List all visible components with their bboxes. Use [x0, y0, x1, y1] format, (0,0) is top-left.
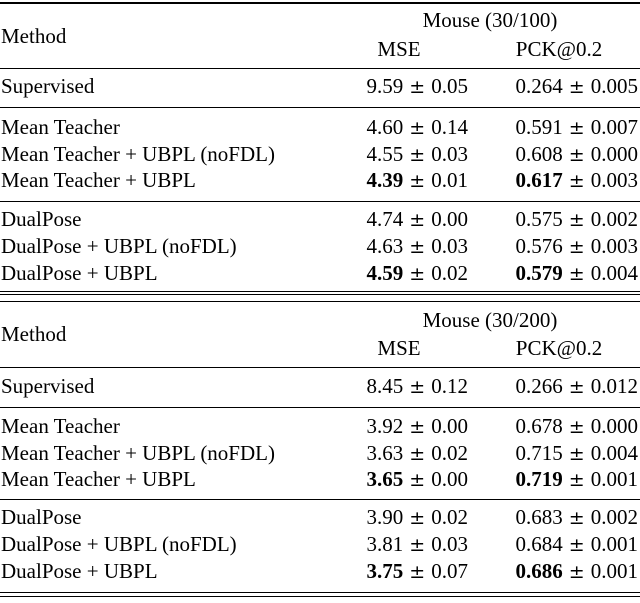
mse-cell-mean: 4.55 — [366, 142, 404, 166]
table2-bottom-rule-b — [0, 596, 640, 597]
table-row-method: Mean Teacher + UBPL (noFDL) — [1, 441, 275, 465]
pck-cell-std: 0.002 — [590, 505, 638, 529]
mse-cell — [330, 207, 468, 232]
pck-cell-mean: 0.579 — [515, 261, 563, 285]
table2-bottom-rule-a — [0, 592, 640, 593]
table2-method-header: Method — [1, 322, 67, 346]
pck-cell-mean: 0.719 — [515, 467, 563, 491]
table2-top-rule — [0, 301, 640, 302]
table1-top-rule — [0, 2, 640, 4]
mse-cell-std: 0.03 — [431, 234, 468, 258]
table-row-method: DualPose — [1, 505, 82, 529]
plus-minus-symbol: ± — [562, 170, 591, 192]
plus-minus-symbol: ± — [562, 416, 591, 438]
mse-cell-mean: 4.63 — [366, 234, 404, 258]
pck-cell-std: 0.001 — [590, 532, 638, 556]
table1-section-rule-2 — [0, 201, 640, 202]
table1-pck-header: PCK@0.2 — [515, 37, 603, 61]
mse-cell-std: 0.00 — [431, 467, 468, 491]
mse-cell — [330, 441, 468, 466]
mse-cell-std: 0.12 — [431, 374, 468, 398]
pck-cell — [480, 374, 638, 399]
plus-minus-symbol: ± — [562, 443, 591, 465]
mse-cell — [330, 414, 468, 439]
table-row-method: Mean Teacher + UBPL (noFDL) — [1, 142, 275, 166]
mse-cell — [330, 234, 468, 259]
mse-cell-mean: 4.39 — [366, 168, 404, 192]
mse-cell-mean: 4.60 — [366, 115, 404, 139]
plus-minus-symbol: ± — [562, 117, 591, 139]
plus-minus-symbol: ± — [403, 117, 432, 139]
pck-cell-mean: 0.576 — [515, 234, 563, 258]
pck-cell-std: 0.000 — [590, 414, 638, 438]
mse-cell-std: 0.03 — [431, 532, 468, 556]
pck-cell — [480, 74, 638, 99]
pck-cell-mean: 0.686 — [515, 559, 563, 583]
plus-minus-symbol: ± — [403, 443, 432, 465]
mse-cell-mean: 3.65 — [366, 467, 404, 491]
plus-minus-symbol: ± — [403, 209, 432, 231]
table1-bottom-rule-a — [0, 291, 640, 292]
pck-cell-std: 0.012 — [590, 374, 638, 398]
plus-minus-symbol: ± — [562, 507, 591, 529]
mse-cell — [330, 74, 468, 99]
pck-cell-std: 0.004 — [590, 261, 638, 285]
plus-minus-symbol: ± — [562, 144, 591, 166]
pck-cell-mean: 0.591 — [515, 115, 563, 139]
pck-cell — [480, 142, 638, 167]
plus-minus-symbol: ± — [403, 416, 432, 438]
table1-mse-header: MSE — [377, 37, 421, 61]
table-row-method: DualPose + UBPL — [1, 261, 158, 285]
table-row-method: Supervised — [1, 74, 95, 98]
table-row-method: DualPose + UBPL (noFDL) — [1, 234, 237, 258]
mse-cell-std: 0.01 — [431, 168, 468, 192]
pck-cell-std: 0.000 — [590, 142, 638, 166]
plus-minus-symbol: ± — [403, 170, 432, 192]
table1-method-header: Method — [1, 24, 67, 48]
plus-minus-symbol: ± — [403, 469, 432, 491]
table-row-method: DualPose + UBPL — [1, 559, 158, 583]
mse-cell-mean: 3.75 — [366, 559, 404, 583]
plus-minus-symbol: ± — [403, 561, 432, 583]
pck-cell-std: 0.004 — [590, 441, 638, 465]
mse-cell-mean: 3.81 — [366, 532, 404, 556]
mse-cell-std: 0.07 — [431, 559, 468, 583]
plus-minus-symbol: ± — [403, 76, 432, 98]
table1-bottom-rule-b — [0, 294, 640, 295]
table-row-method: Supervised — [1, 374, 95, 398]
table2-pck-header: PCK@0.2 — [515, 336, 603, 360]
mse-cell-mean: 4.59 — [366, 261, 404, 285]
mse-cell-std: 0.00 — [431, 207, 468, 231]
plus-minus-symbol: ± — [403, 236, 432, 258]
table1-group-header: Mouse (30/100) — [422, 8, 558, 32]
table2-group-header: Mouse (30/200) — [422, 308, 558, 332]
pck-cell-mean: 0.608 — [515, 142, 563, 166]
table-row-method: Mean Teacher + UBPL — [1, 467, 196, 491]
mse-cell-std: 0.02 — [431, 261, 468, 285]
mse-cell — [330, 261, 468, 286]
pck-cell-mean: 0.684 — [515, 532, 563, 556]
mse-cell-std: 0.14 — [431, 115, 468, 139]
pck-cell-std: 0.001 — [590, 467, 638, 491]
mse-cell-std: 0.02 — [431, 505, 468, 529]
table2-header-rule — [0, 367, 640, 368]
table-row-method: Mean Teacher — [1, 414, 120, 438]
pck-cell — [480, 207, 638, 232]
table1-header-rule — [0, 68, 640, 69]
plus-minus-symbol: ± — [403, 263, 432, 285]
mse-cell-std: 0.00 — [431, 414, 468, 438]
mse-cell — [330, 115, 468, 140]
mse-cell — [330, 505, 468, 530]
mse-cell-std: 0.02 — [431, 441, 468, 465]
pck-cell — [480, 441, 638, 466]
plus-minus-symbol: ± — [403, 144, 432, 166]
mse-cell — [330, 467, 468, 492]
pck-cell — [480, 261, 638, 286]
mse-cell-mean: 3.63 — [366, 441, 404, 465]
pck-cell-mean: 0.575 — [515, 207, 563, 231]
mse-cell — [330, 168, 468, 193]
mse-cell — [330, 142, 468, 167]
plus-minus-symbol: ± — [562, 469, 591, 491]
plus-minus-symbol: ± — [403, 376, 432, 398]
pck-cell-mean: 0.266 — [515, 374, 563, 398]
pck-cell-mean: 0.617 — [515, 168, 563, 192]
mse-cell-mean: 9.59 — [366, 74, 404, 98]
pck-cell — [480, 115, 638, 140]
pck-cell — [480, 559, 638, 584]
pck-cell-std: 0.002 — [590, 207, 638, 231]
mse-cell — [330, 532, 468, 557]
plus-minus-symbol: ± — [562, 76, 591, 98]
pck-cell-mean: 0.683 — [515, 505, 563, 529]
mse-cell-mean: 3.90 — [366, 505, 404, 529]
mse-cell — [330, 559, 468, 584]
pck-cell-std: 0.003 — [590, 168, 638, 192]
pck-cell-mean: 0.678 — [515, 414, 563, 438]
table-row-method: Mean Teacher + UBPL — [1, 168, 196, 192]
pck-cell — [480, 532, 638, 557]
pck-cell-mean: 0.264 — [515, 74, 563, 98]
table2-section-rule-1 — [0, 407, 640, 408]
plus-minus-symbol: ± — [562, 376, 591, 398]
pck-cell — [480, 414, 638, 439]
pck-cell — [480, 168, 638, 193]
table2-mse-header: MSE — [377, 336, 421, 360]
plus-minus-symbol: ± — [562, 263, 591, 285]
mse-cell-mean: 8.45 — [366, 374, 404, 398]
table2-section-rule-2 — [0, 499, 640, 500]
table1-section-rule-1 — [0, 107, 640, 108]
plus-minus-symbol: ± — [562, 561, 591, 583]
table-row-method: Mean Teacher — [1, 115, 120, 139]
table-row-method: DualPose — [1, 207, 82, 231]
pck-cell-std: 0.005 — [590, 74, 638, 98]
table-row-method: DualPose + UBPL (noFDL) — [1, 532, 237, 556]
pck-cell-std: 0.001 — [590, 559, 638, 583]
plus-minus-symbol: ± — [562, 236, 591, 258]
mse-cell-std: 0.03 — [431, 142, 468, 166]
pck-cell — [480, 234, 638, 259]
mse-cell-std: 0.05 — [431, 74, 468, 98]
plus-minus-symbol: ± — [403, 507, 432, 529]
plus-minus-symbol: ± — [403, 534, 432, 556]
pck-cell — [480, 467, 638, 492]
pck-cell-mean: 0.715 — [515, 441, 563, 465]
pck-cell — [480, 505, 638, 530]
mse-cell-mean: 3.92 — [366, 414, 404, 438]
pck-cell-std: 0.003 — [590, 234, 638, 258]
plus-minus-symbol: ± — [562, 209, 591, 231]
mse-cell — [330, 374, 468, 399]
plus-minus-symbol: ± — [562, 534, 591, 556]
pck-cell-std: 0.007 — [590, 115, 638, 139]
mse-cell-mean: 4.74 — [366, 207, 404, 231]
